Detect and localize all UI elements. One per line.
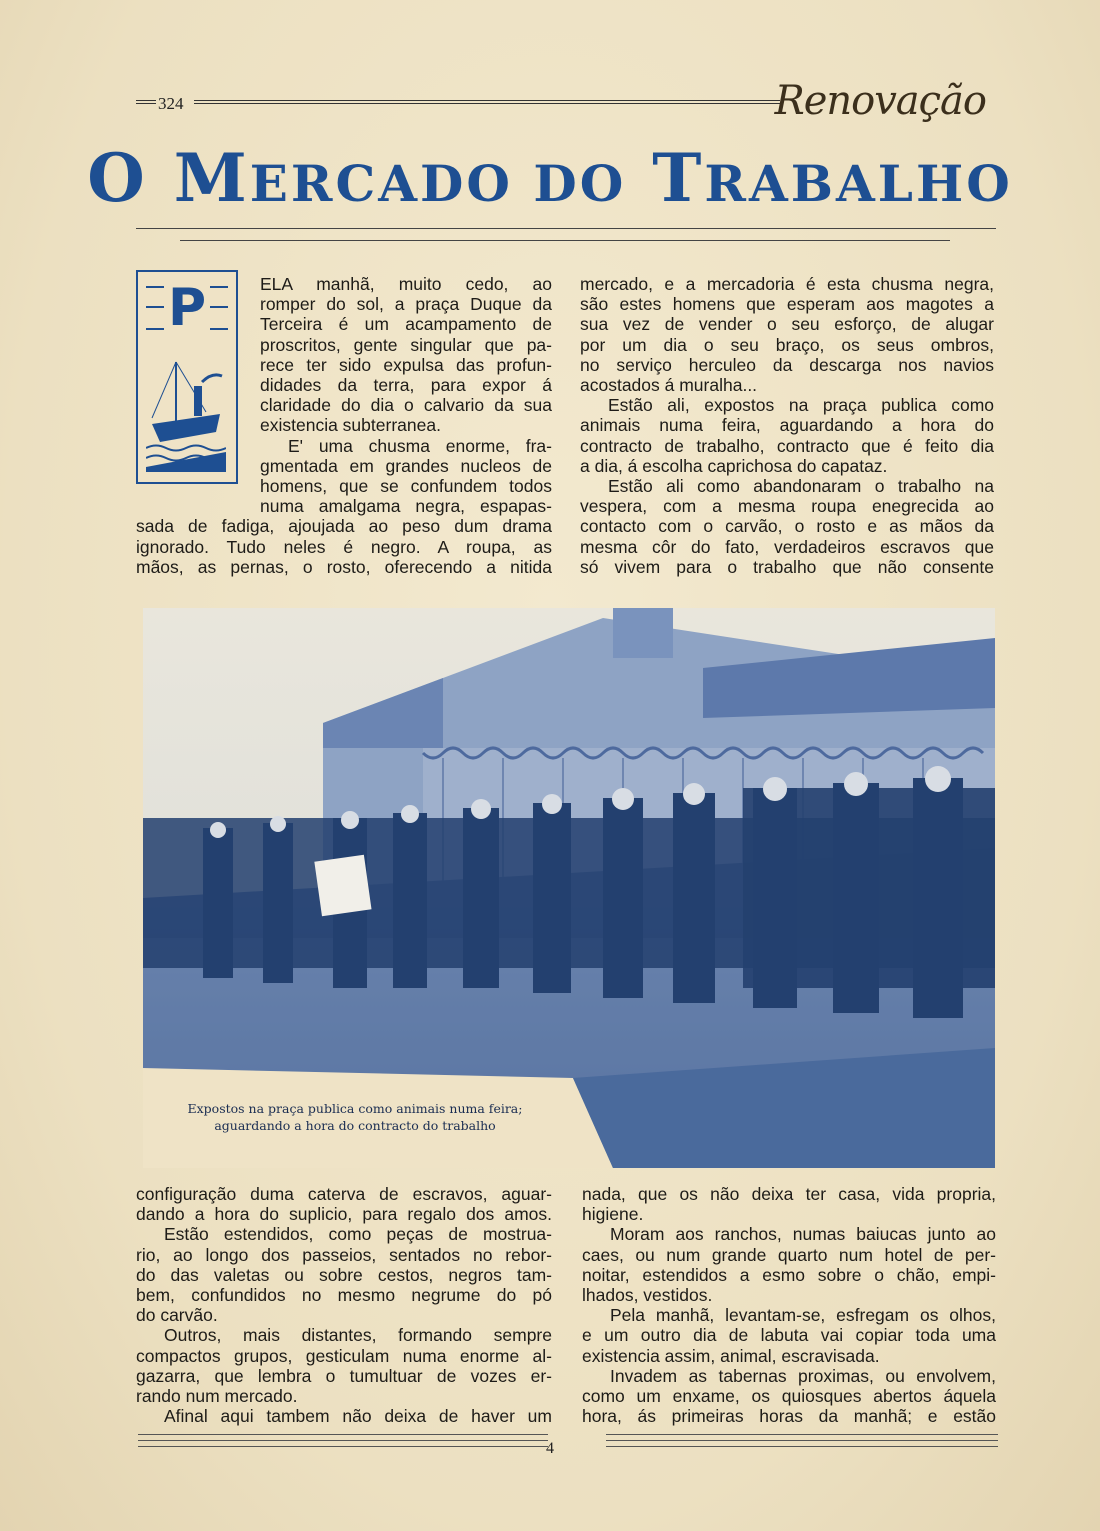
text-line: no serviço herculeo da descarga nos navios <box>580 354 994 375</box>
masthead-logo: Renovação <box>774 78 986 124</box>
text-line: mercado, e a mercadoria é esta chusma negra, <box>580 274 994 294</box>
text-line: rando num mercado. <box>136 1386 298 1407</box>
text-line: Afinal aqui tambem não deixa de haver um <box>164 1406 552 1427</box>
article-title <box>0 139 1100 220</box>
text-line: rece ter sido expulsa das profun- <box>260 354 552 375</box>
header-rule-left <box>136 100 156 104</box>
text-line: existencia assim, animal, escravisada. <box>582 1345 880 1366</box>
text-line: caes, ou num grande quarto num hotel de per- <box>582 1244 996 1265</box>
text-line: Estão ali como abandonaram o trabalho na <box>608 476 994 497</box>
text-line: só vivem para o trabalho que não consente <box>580 556 994 577</box>
column-1-top <box>136 274 552 577</box>
title-part: DO <box>512 154 627 213</box>
text-line: Moram aos ranchos, numas baiucas junto ao <box>610 1224 996 1245</box>
text-line: Estão ali, expostos na praça publica como <box>608 395 994 416</box>
caption-line: Expostos na praça publica como animais numa feira; <box>187 1101 523 1116</box>
text-line: gazarra, que lembra o tumultuar de vozes er- <box>136 1365 552 1386</box>
footer-rule-left-1 <box>138 1434 548 1435</box>
text-line: higiene. <box>582 1204 644 1225</box>
text-line: existencia subterranea. <box>260 415 441 436</box>
text-line: animais numa feira, aguardando a hora do <box>580 415 994 436</box>
title-rule-top <box>136 228 996 229</box>
header-rule-right <box>194 100 780 104</box>
text-line: mãos, as pernas, o rosto, oferecendo a nitida <box>136 556 552 577</box>
text-line: acostados á muralha... <box>580 375 758 396</box>
title-part: ERCADO <box>249 154 513 213</box>
text-line: como um enxame, os quiosques abertos áquela <box>582 1386 996 1407</box>
text-line: compactos grupos, gesticulam numa enorme al- <box>136 1345 552 1366</box>
text-line: a dia, á escolha caprichosa do capataz. <box>580 455 888 476</box>
text-line: do das valetas ou sobre cestos, negros tam- <box>136 1264 552 1285</box>
text-line: dando a hora do suplicio, para regalo dos amos. <box>136 1204 552 1225</box>
text-line: contacto com o carvão, o rosto e as mãos da <box>580 516 994 537</box>
text-line: vespera, com a mesma roupa enegrecida ao <box>580 496 994 517</box>
page-header <box>136 78 996 126</box>
text-line: hora, ás primeiras horas da manhã; e estão <box>582 1406 996 1427</box>
text-line: contracto de trabalho, contracto que é feito dia <box>580 435 994 456</box>
photo-caption <box>146 1100 564 1134</box>
text-line: rio, ao longo dos passeios, sentados no rebor- <box>136 1244 552 1265</box>
dockworkers-photo <box>143 608 995 1168</box>
text-line: nada, que os não deixa ter casa, vida propria, <box>582 1184 996 1204</box>
text-line: sada de fadiga, ajoujada ao peso dum drama <box>136 516 552 537</box>
text-line: Invadem as tabernas proximas, ou envolvem, <box>610 1365 996 1386</box>
text-line: Estão estendidos, como peças de mostrua- <box>164 1224 552 1245</box>
title-rule-bottom <box>180 240 950 241</box>
text-line: bem, confundidos no mesmo negrume do pó <box>136 1285 552 1306</box>
text-line: mesma côr do fato, verdadeiros escravos que <box>580 536 994 557</box>
text-line: Terceira é um acampamento de <box>260 314 552 335</box>
text-line: do carvão. <box>136 1305 218 1326</box>
column-2-bottom <box>582 1184 996 1426</box>
header-page-number: 324 <box>158 94 184 113</box>
text-line: ELA manhã, muito cedo, ao <box>260 274 552 294</box>
text-line: claridade do dia o calvario da sua <box>260 395 552 416</box>
caption-line: aguardando a hora do contracto do trabalho <box>214 1118 496 1133</box>
text-line: por um dia o seu braço, os seus ombros, <box>580 334 994 355</box>
footer-page-number: 4 <box>546 1440 554 1457</box>
title-part: T <box>626 139 705 217</box>
title-part: O <box>87 139 148 217</box>
text-line: Pela manhã, levantam-se, esfregam os olhos, <box>610 1305 996 1326</box>
text-line: ignorado. Tudo neles é negro. A roupa, as <box>136 536 552 557</box>
text-line: configuração duma caterva de escravos, aguar- <box>136 1184 552 1204</box>
drop-cap-letter: P <box>167 278 207 338</box>
text-line: Outros, mais distantes, formando sempre <box>164 1325 552 1346</box>
title-part: M <box>147 139 250 217</box>
text-line: noitar, estendidos a esmo sobre o chão, empi- <box>582 1264 996 1285</box>
footer-rule-right-1 <box>606 1434 998 1435</box>
text-line: gmentada em grandes nucleos de <box>260 455 552 476</box>
column-1-bottom <box>136 1184 552 1426</box>
text-line: são estes homens que esperam aos magotes a <box>580 294 994 315</box>
text-line: lhados, vestidos. <box>582 1285 713 1306</box>
text-line: e um outro dia de labuta vai copiar toda uma <box>582 1325 996 1346</box>
text-line: E' uma chusma enorme, fra- <box>288 435 552 456</box>
text-line: didades da terra, para expor á <box>260 375 552 396</box>
column-2-top <box>580 274 994 577</box>
title-part: RABALHO <box>704 154 1013 213</box>
text-line: sua vez de vender o seu esforço, de alugar <box>580 314 994 335</box>
text-line: homens, que se confundem todos <box>260 476 552 497</box>
text-line: proscritos, gente singular que pa- <box>260 334 552 355</box>
text-line: romper do sol, a praça Duque da <box>260 294 552 315</box>
text-line: numa amalgama negra, espapas- <box>260 496 552 517</box>
